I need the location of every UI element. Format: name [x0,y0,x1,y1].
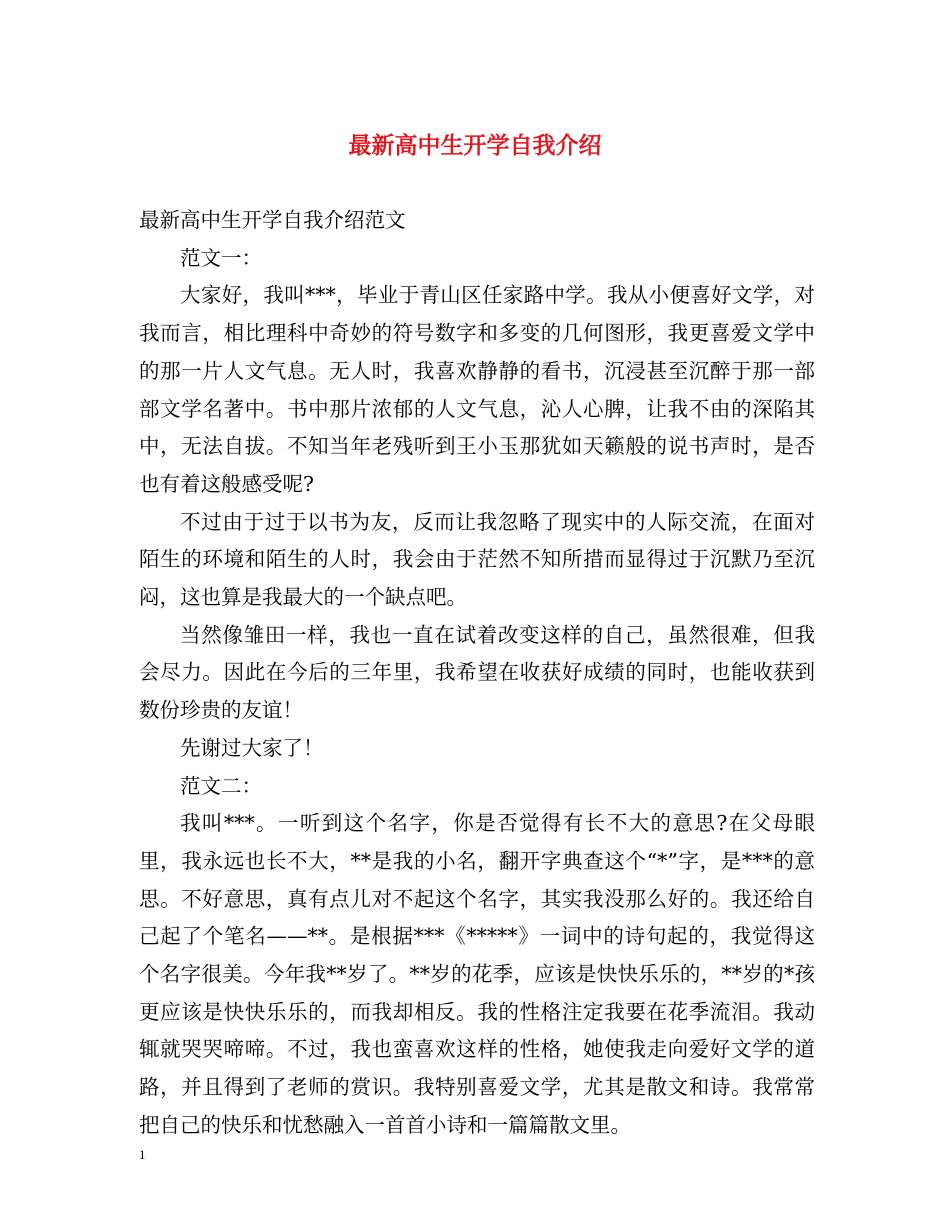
section-heading-2: 范文二： [180,773,262,798]
page-number: 1 [139,1147,146,1162]
body-paragraph: 当然像雏田一样，我也一直在试着改变这样的自己，虽然很难，但我会尽力。因此在今后的三年里，我希望在收获好成绩的同时，也能收获到数份珍贵的友谊！ [139,622,815,723]
body-paragraph: 大家好，我叫***，毕业于青山区任家路中学。我从小便喜好文学，对我而言，相比理科中奇妙的符号数字和多变的几何图形，我更喜爱文学中的那一片人文气息。无人时，我喜欢静静的看书，沉浸甚至沉醉于那一部部文学名著中。书中那片浓郁的人文气息，沁人心脾，让我不由的深陷其中，无法自拔。不知当年老残听到王小玉那犹如天籁般的说书声时，是否也有着这般感受呢? [139,283,815,496]
section-heading-1: 范文一： [180,245,262,270]
body-paragraph: 不过由于过于以书为友，反而让我忽略了现实中的人际交流，在面对陌生的环境和陌生的人时，我会由于茫然不知所措而显得过于沉默乃至沉闷，这也算是我最大的一个缺点吧。 [139,509,815,610]
body-paragraph: 先谢过大家了！ [180,735,324,760]
subtitle-paragraph: 最新高中生开学自我介绍范文 [139,208,406,232]
document-body [139,202,815,1145]
document-title: 最新高中生开学自我介绍 [348,132,602,159]
body-paragraph: 我叫***。一听到这个名字，你是否觉得有长不大的意思?在父母眼里，我永远也长不大，**是我的小名，翻开字典查这个“*”字，是***的意思。不好意思，真有点儿对不起这个名字，其实我没那么好的。我还给自己起了个笔名——**。是根据***《*****》一词中的诗句起的，我觉得这个名字很美。今年我**岁了。**岁的花季，应该是快快乐乐的，**岁的*孩更应该是快快乐乐的，而我却相反。我的性格注定我要在花季流泪。我动辄就哭哭啼啼。不过，我也蛮喜欢这样的性格，她使我走向爱好文学的道路，并且得到了老师的赏识。我特别喜爱文学，尤其是散文和诗。我常常把自己的快乐和忧愁融入一首首小诗和一篇篇散文里。 [139,811,815,1137]
